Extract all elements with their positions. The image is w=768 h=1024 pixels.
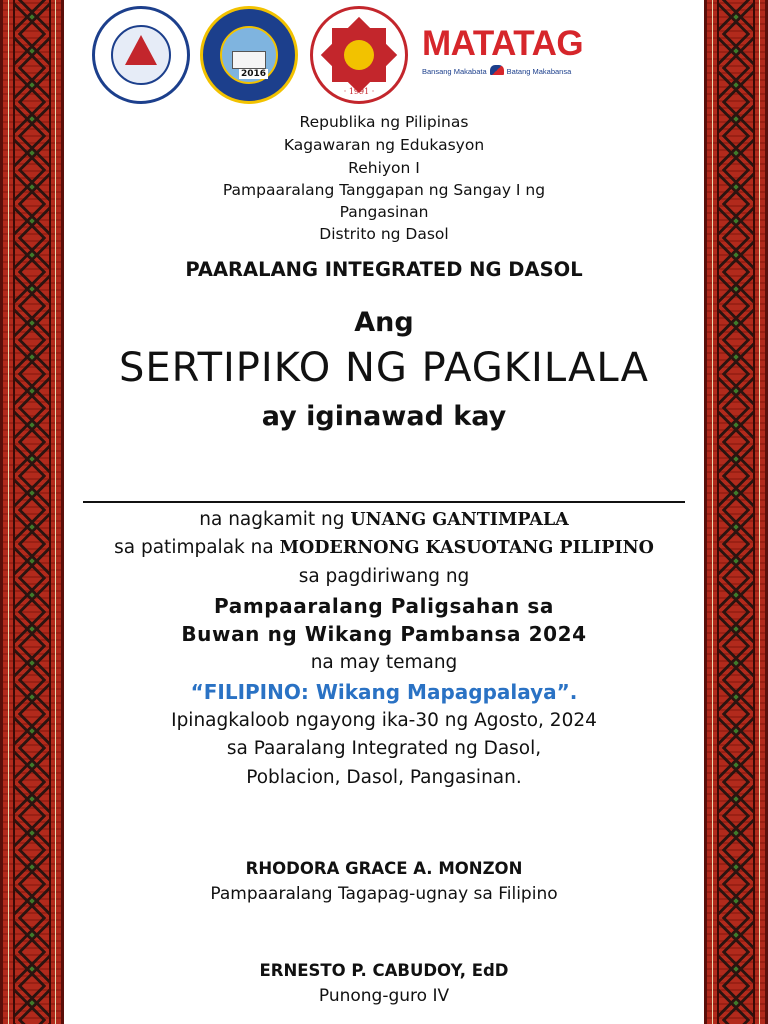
- header-division-office: Pampaaralang Tanggapan ng Sangay I ng: [222, 181, 546, 199]
- matatag-logo: [422, 24, 602, 84]
- header-region: Rehiyon I: [348, 159, 420, 177]
- deped-seal-emblem: [125, 35, 157, 65]
- matatag-tagline-right: Batang Makabansa: [506, 67, 572, 76]
- certificate-prefix: Ang: [354, 307, 414, 338]
- signatory-title-coordinator: Pampaaralang Tagapag-ugnay sa Filipino: [210, 884, 558, 904]
- celebration-line: sa pagdiriwang ng: [298, 566, 470, 587]
- kwf-seal-year: · 1991 ·: [343, 87, 375, 96]
- matatag-wordmark: MATATAG: [422, 24, 584, 63]
- signatory-title-principal: Punong-guro IV: [318, 986, 450, 1006]
- given-date-line: Ipinagkaloob ngayong ika-30 ng Agosto, 2024: [171, 710, 597, 731]
- header-republic: Republika ng Pilipinas: [299, 113, 469, 131]
- left-woven-border: [0, 0, 64, 1024]
- given-place-line: sa Paaralang Integrated ng Dasol,: [226, 738, 542, 759]
- matatag-tagline: [422, 65, 602, 76]
- heart-icon: [490, 65, 504, 75]
- theme-intro: na may temang: [310, 652, 458, 673]
- contest-prefix: sa patimpalak na: [114, 537, 280, 558]
- signatory-name-principal: ERNESTO P. CABUDOY, EdD: [259, 961, 509, 980]
- certificate-title: SERTIPIKO NG PAGKILALA: [119, 345, 649, 391]
- given-address-line: Poblacion, Dasol, Pangasinan.: [246, 767, 522, 788]
- kwf-seal-core: [344, 40, 374, 70]
- right-border-diamond-pattern: [719, 0, 753, 1024]
- school-name: PAARALANG INTEGRATED NG DASOL: [185, 258, 583, 281]
- school-seal-year: 2016: [241, 69, 267, 79]
- header-department: Kagawaran ng Edukasyon: [283, 136, 485, 154]
- header-province: Pangasinan: [339, 203, 429, 221]
- deped-seal-logo: [92, 6, 190, 104]
- recipient-name-line: [83, 501, 685, 503]
- school-seal-logo: [200, 6, 298, 104]
- award-name: UNANG GANTIMPALA: [350, 510, 569, 530]
- award-prefix: na nagkamit ng: [199, 509, 351, 530]
- right-woven-border: [704, 0, 768, 1024]
- header-district: Distrito ng Dasol: [319, 225, 449, 243]
- signatory-name-coordinator: RHODORA GRACE A. MONZON: [245, 859, 523, 878]
- header-logos: [92, 6, 602, 106]
- certificate-awarded-to: ay iginawad kay: [261, 401, 507, 432]
- event-title-line1: Pampaaralang Paligsahan sa: [214, 594, 554, 618]
- matatag-tagline-left: Bansang Makabata: [422, 67, 487, 76]
- event-title-line2: Buwan ng Wikang Pambansa 2024: [181, 622, 587, 646]
- contest-name: MODERNONG KASUOTANG PILIPINO: [279, 538, 654, 558]
- contest-line: [66, 537, 702, 558]
- kwf-seal-logo: [310, 6, 408, 104]
- school-building-icon: [232, 51, 266, 69]
- award-line: [66, 509, 702, 530]
- left-border-diamond-pattern: [15, 0, 49, 1024]
- theme-text: “FILIPINO: Wikang Mapagpalaya”.: [190, 680, 578, 704]
